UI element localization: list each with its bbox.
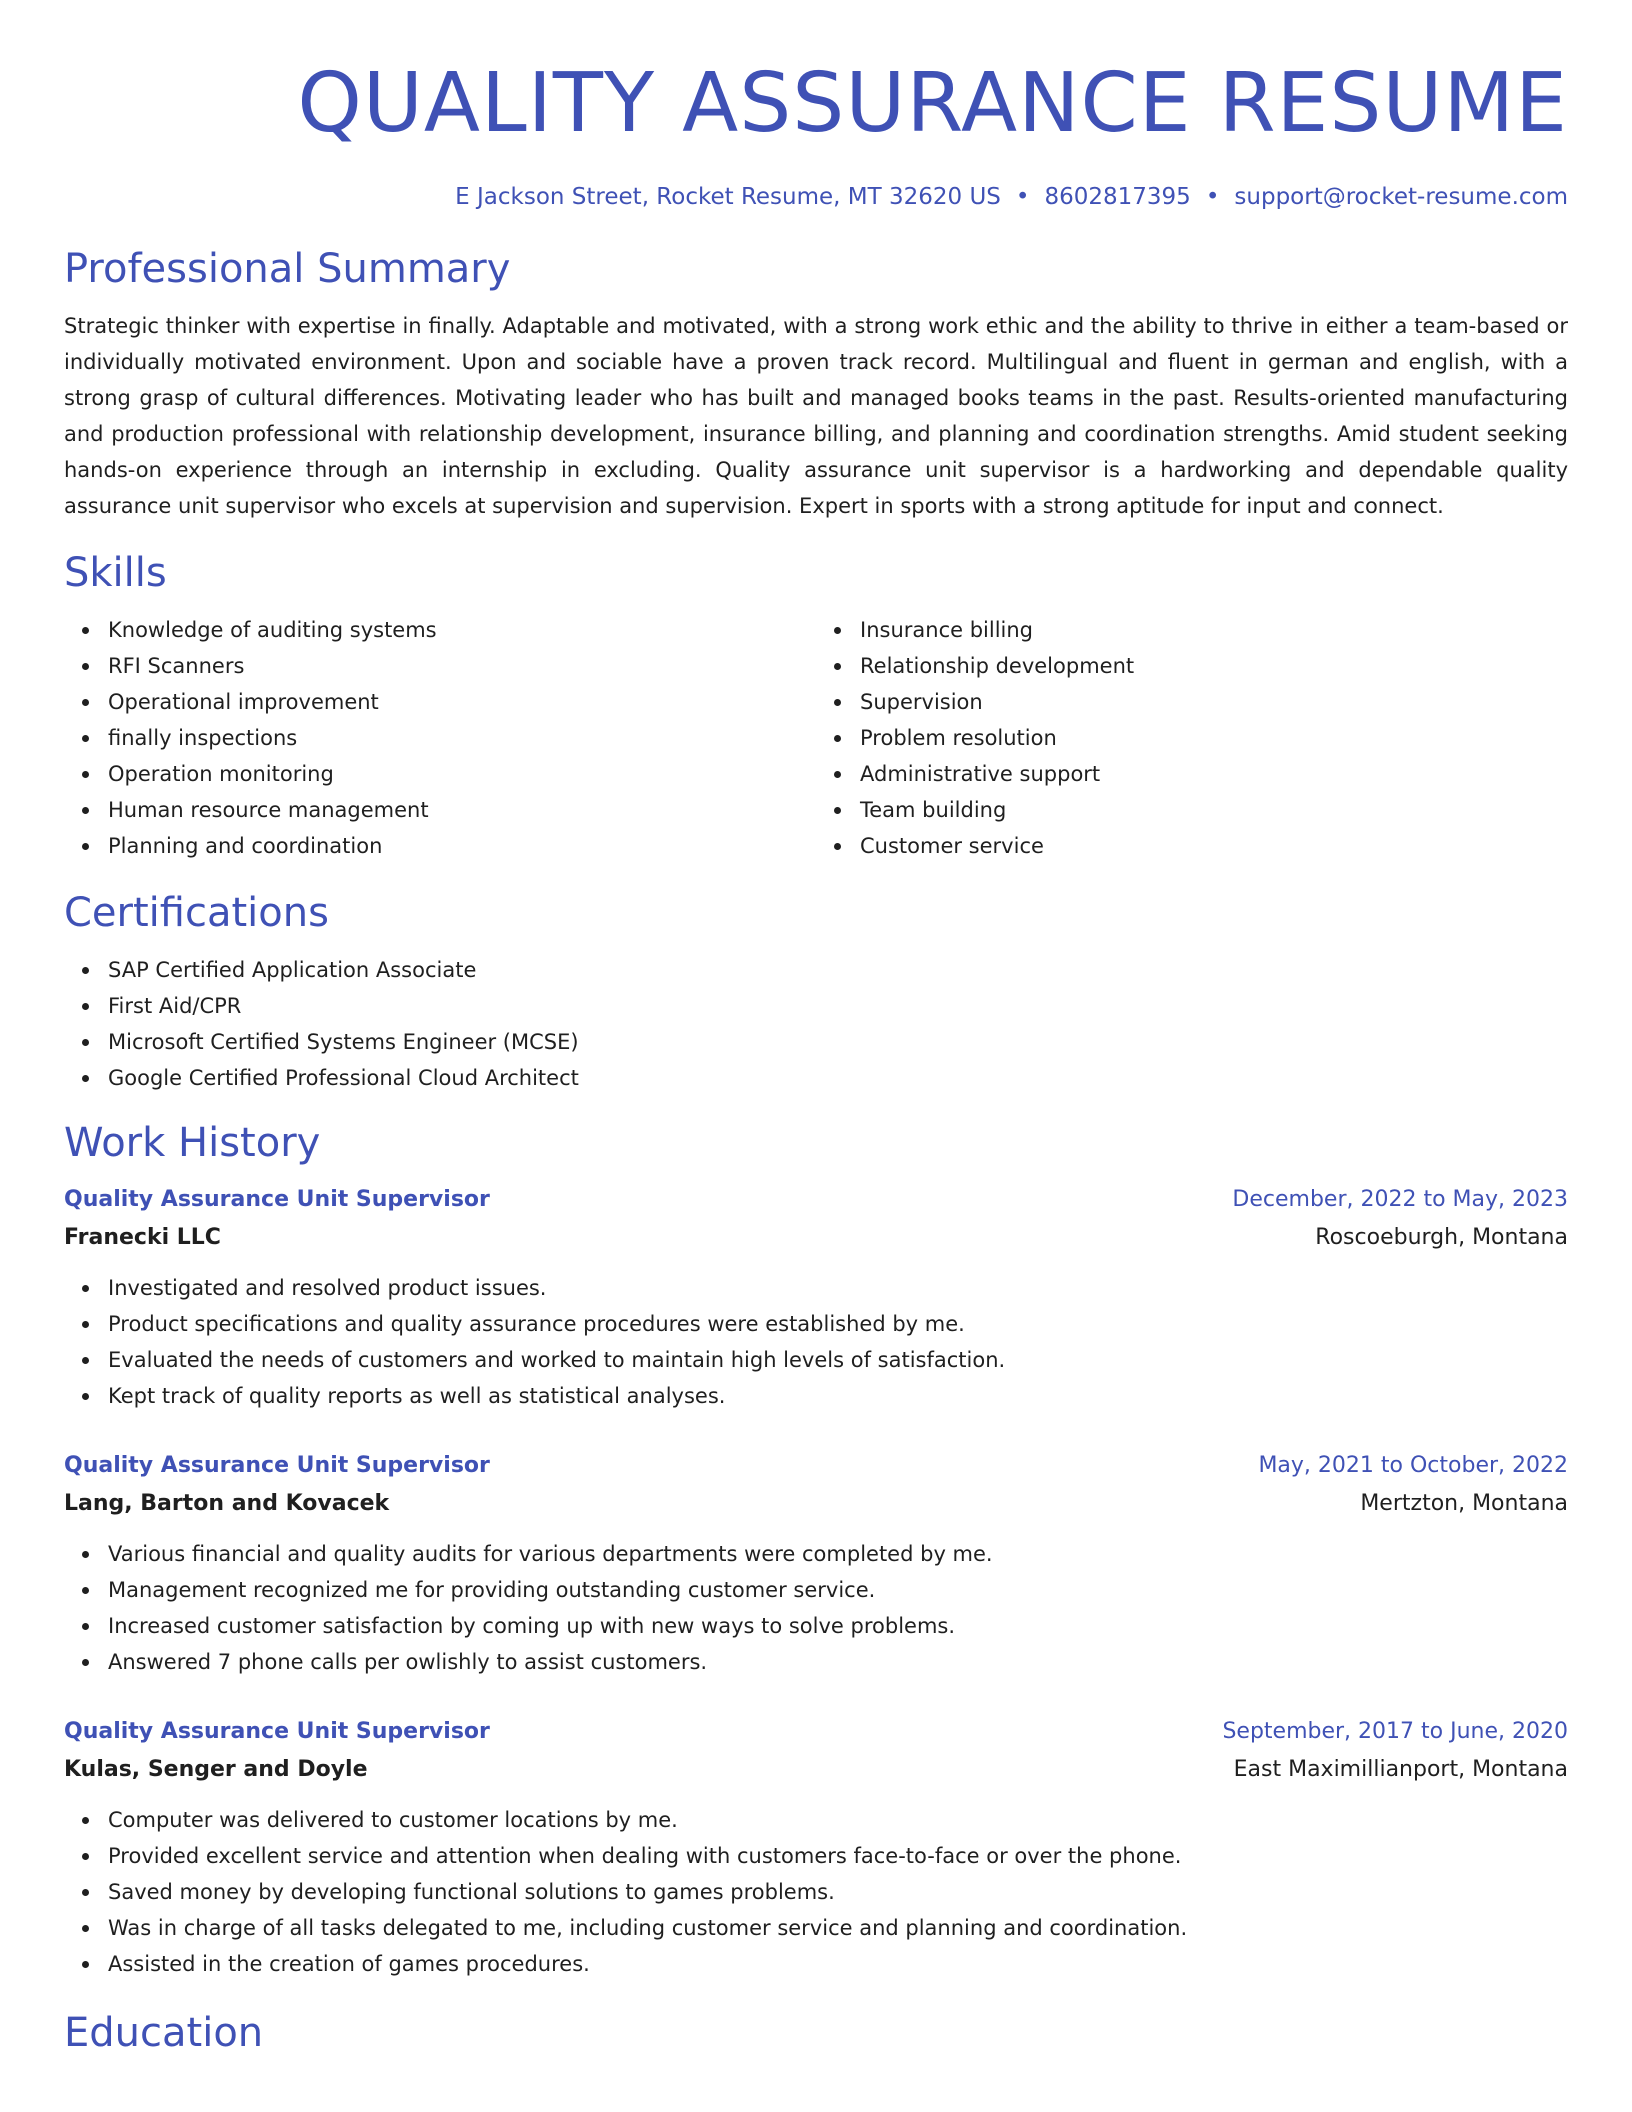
job-entry — [64, 1714, 1568, 1982]
job-location: Mertzton, Montana — [1360, 1491, 1568, 1516]
contact-separator: • — [1015, 184, 1030, 210]
job-bullet: Various financial and quality audits for various departments were completed by me. — [108, 1536, 1568, 1572]
skill-item: Planning and coordination — [108, 828, 816, 864]
skill-item: Operation monitoring — [108, 756, 816, 792]
skills-columns — [64, 612, 1568, 864]
skills-list-right — [816, 612, 1568, 864]
skill-item: Insurance billing — [860, 612, 1568, 648]
job-entry — [64, 1182, 1568, 1414]
certification-item: First Aid/CPR — [108, 988, 1568, 1024]
summary-section — [64, 244, 1568, 524]
job-header-row — [64, 1714, 1568, 1750]
job-bullet: Provided excellent service and attention when dealing with customers face-to-face or over the phone. — [108, 1838, 1568, 1874]
contact-email: support@rocket-resume.com — [1234, 184, 1568, 210]
resume-page — [64, 0, 1568, 2058]
skill-item: finally inspections — [108, 720, 816, 756]
job-title: Quality Assurance Unit Supervisor — [64, 1453, 490, 1478]
job-title: Quality Assurance Unit Supervisor — [64, 1719, 490, 1744]
job-bullet: Saved money by developing functional solutions to games problems. — [108, 1874, 1568, 1910]
certifications-section — [64, 888, 1568, 1096]
work-history-heading: Work History — [64, 1120, 321, 1166]
education-section — [64, 2008, 1568, 2058]
job-bullet: Investigated and resolved product issues. — [108, 1270, 1568, 1306]
job-bullets — [64, 1802, 1568, 1982]
skills-section — [64, 548, 1568, 864]
job-dates: September, 2017 to June, 2020 — [1222, 1719, 1568, 1744]
certifications-list — [64, 952, 1568, 1096]
job-bullets — [64, 1270, 1568, 1414]
job-location: Roscoeburgh, Montana — [1315, 1225, 1568, 1250]
contact-phone: 8602817395 — [1044, 184, 1191, 210]
job-company-row — [64, 1750, 1568, 1790]
certification-item: Microsoft Certified Systems Engineer (MCSE) — [108, 1024, 1568, 1060]
skill-item: Customer service — [860, 828, 1568, 864]
summary-heading: Professional Summary — [64, 246, 511, 292]
skills-list-left — [64, 612, 816, 864]
job-bullets — [64, 1536, 1568, 1680]
job-bullet: Answered 7 phone calls per owlishly to assist customers. — [108, 1644, 1568, 1680]
job-company-row — [64, 1218, 1568, 1258]
skill-item: Human resource management — [108, 792, 816, 828]
job-company-row — [64, 1484, 1568, 1524]
contact-line — [64, 182, 1568, 212]
skills-heading: Skills — [64, 550, 167, 596]
skill-item: Supervision — [860, 684, 1568, 720]
job-bullet: Was in charge of all tasks delegated to me, including customer service and planning and coordination. — [108, 1910, 1568, 1946]
job-dates: May, 2021 to October, 2022 — [1258, 1453, 1568, 1478]
contact-separator: • — [1205, 184, 1220, 210]
job-bullet: Computer was delivered to customer locations by me. — [108, 1802, 1568, 1838]
job-entry — [64, 1448, 1568, 1680]
certifications-heading: Certifications — [64, 890, 329, 936]
job-bullet: Evaluated the needs of customers and worked to maintain high levels of satisfaction. — [108, 1342, 1568, 1378]
job-company: Kulas, Senger and Doyle — [64, 1757, 368, 1782]
summary-text: Strategic thinker with expertise in finally. Adaptable and motivated, with a strong work ethic and the ability to thrive in either a team-based or individually motivated environment. Upon and sociable have a proven track record. Multilingual and fluent in german and english, with a strong grasp of cultural differences. Motivating leader who has built and managed books teams in the past. Results-oriented manufacturing and production professional with relationship development, insurance billing, and planning and coordination strengths. Amid student seeking hands-on experience through an internship in excluding. Quality assurance unit supervisor is a hardworking and dependable quality assurance unit supervisor who excels at supervision and supervision. Expert in sports with a strong aptitude for input and connect. — [64, 314, 1568, 518]
skill-item: Administrative support — [860, 756, 1568, 792]
skill-item: Operational improvement — [108, 684, 816, 720]
resume-title: QUALITY ASSURANCE RESUME — [297, 56, 1568, 151]
job-bullet: Management recognized me for providing outstanding customer service. — [108, 1572, 1568, 1608]
education-heading: Education — [64, 2010, 264, 2056]
skill-item: Problem resolution — [860, 720, 1568, 756]
job-header-row — [64, 1182, 1568, 1218]
job-bullet: Kept track of quality reports as well as statistical analyses. — [108, 1378, 1568, 1414]
skill-item: Relationship development — [860, 648, 1568, 684]
job-bullet: Product specifications and quality assurance procedures were established by me. — [108, 1306, 1568, 1342]
certification-item: Google Certified Professional Cloud Architect — [108, 1060, 1568, 1096]
job-header-row — [64, 1448, 1568, 1484]
skill-item: RFI Scanners — [108, 648, 816, 684]
job-company: Lang, Barton and Kovacek — [64, 1491, 390, 1516]
job-dates: December, 2022 to May, 2023 — [1232, 1187, 1568, 1212]
job-company: Franecki LLC — [64, 1225, 221, 1250]
job-title: Quality Assurance Unit Supervisor — [64, 1187, 490, 1212]
contact-address: E Jackson Street, Rocket Resume, MT 32620 US — [455, 184, 1001, 210]
certification-item: SAP Certified Application Associate — [108, 952, 1568, 988]
job-bullet: Increased customer satisfaction by coming up with new ways to solve problems. — [108, 1608, 1568, 1644]
job-location: East Maximillianport, Montana — [1233, 1757, 1568, 1782]
job-bullet: Assisted in the creation of games procedures. — [108, 1946, 1568, 1982]
skill-item: Team building — [860, 792, 1568, 828]
work-history-section — [64, 1118, 1568, 1982]
skill-item: Knowledge of auditing systems — [108, 612, 816, 648]
